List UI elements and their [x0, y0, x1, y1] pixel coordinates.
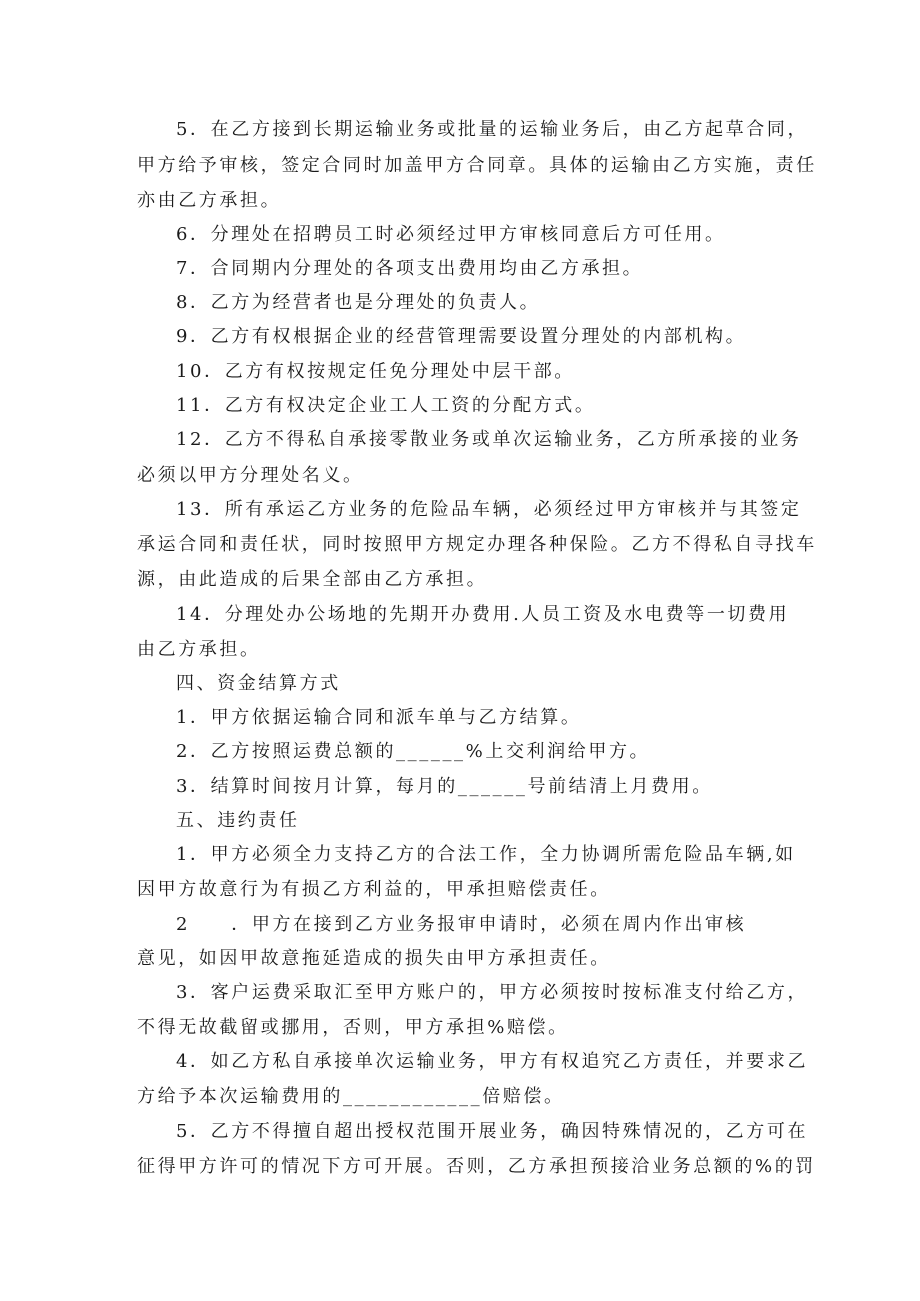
text-line: 3．结算时间按月计算，每月的______号前结清上月费用。 [176, 776, 713, 797]
text-line: 亦由乙方承担。 [137, 190, 282, 211]
text-line: 1．甲方依据运输合同和派车单与乙方结算。 [176, 707, 582, 728]
text-line: 2 ．甲方在接到乙方业务报审申请时，必须在周内作出审核 [176, 914, 747, 935]
text-line: 8．乙方为经营者也是分理处的负责人。 [176, 292, 541, 313]
text-line: 14．分理处办公场地的先期开办费用.人员工资及水电费等一切费用 [176, 604, 790, 625]
text-line: 征得甲方许可的情况下方可开展。否则，乙方承担预接洽业务总额的%的罚 [137, 1156, 816, 1177]
text-line: 2．乙方按照运费总额的______%上交利润给甲方。 [176, 741, 651, 762]
text-line: 5．乙方不得擅自超出授权范围开展业务，确因特殊情况的，乙方可在 [176, 1121, 809, 1142]
text-line: 6．分理处在招聘员工时必须经过甲方审核同意后方可任用。 [176, 224, 726, 245]
text-line: 方给予本次运输费用的____________倍赔偿。 [137, 1086, 565, 1107]
text-line: 必须以甲方分理处名义。 [137, 465, 364, 486]
text-line: 7．合同期内分理处的各项支出费用均由乙方承担。 [176, 258, 644, 279]
text-line: 由乙方承担。 [137, 639, 261, 660]
text-line: 3．客户运费采取汇至甲方账户的，甲方必须按时按标准支付给乙方， [176, 982, 809, 1003]
text-line: 1．甲方必须全力支持乙方的合法工作，全力协调所需危险品车辆,如 [176, 844, 796, 865]
text-line: 10．乙方有权按规定任免分理处中层干部。 [176, 361, 575, 382]
text-line: 11．乙方有权决定企业工人工资的分配方式。 [176, 395, 596, 416]
text-line: 源，由此造成的后果全部由乙方承担。 [137, 569, 488, 590]
text-line: 5．在乙方接到长期运输业务或批量的运输业务后，由乙方起草合同， [176, 119, 809, 140]
text-line: 意见，如因甲故意拖延造成的损失由甲方承担责任。 [137, 948, 611, 969]
text-line: 4．如乙方私自承接单次运输业务，甲方有权追究乙方责任，并要求乙 [176, 1051, 809, 1072]
text-line: 12．乙方不得私自承接零散业务或单次运输业务，乙方所承接的业务 [176, 429, 802, 450]
text-line: 因甲方故意行为有损乙方利益的，甲承担赔偿责任。 [137, 879, 611, 900]
section-heading: 四、资金结算方式 [176, 673, 341, 694]
text-line: 13．所有承运乙方业务的危险品车辆，必须经过甲方审核并与其签定 [176, 499, 802, 520]
text-line: 不得无故截留或挪用，否则，甲方承担%赔偿。 [137, 1017, 569, 1038]
text-line: 9．乙方有权根据企业的经营管理需要设置分理处的内部机构。 [176, 326, 747, 347]
text-line: 甲方给予审核，签定合同时加盖甲方合同章。具体的运输由乙方实施，责任 [137, 155, 817, 176]
section-heading: 五、违约责任 [176, 810, 300, 831]
text-line: 承运合同和责任状，同时按照甲方规定办理各种保险。乙方不得私自寻找车 [137, 534, 817, 555]
